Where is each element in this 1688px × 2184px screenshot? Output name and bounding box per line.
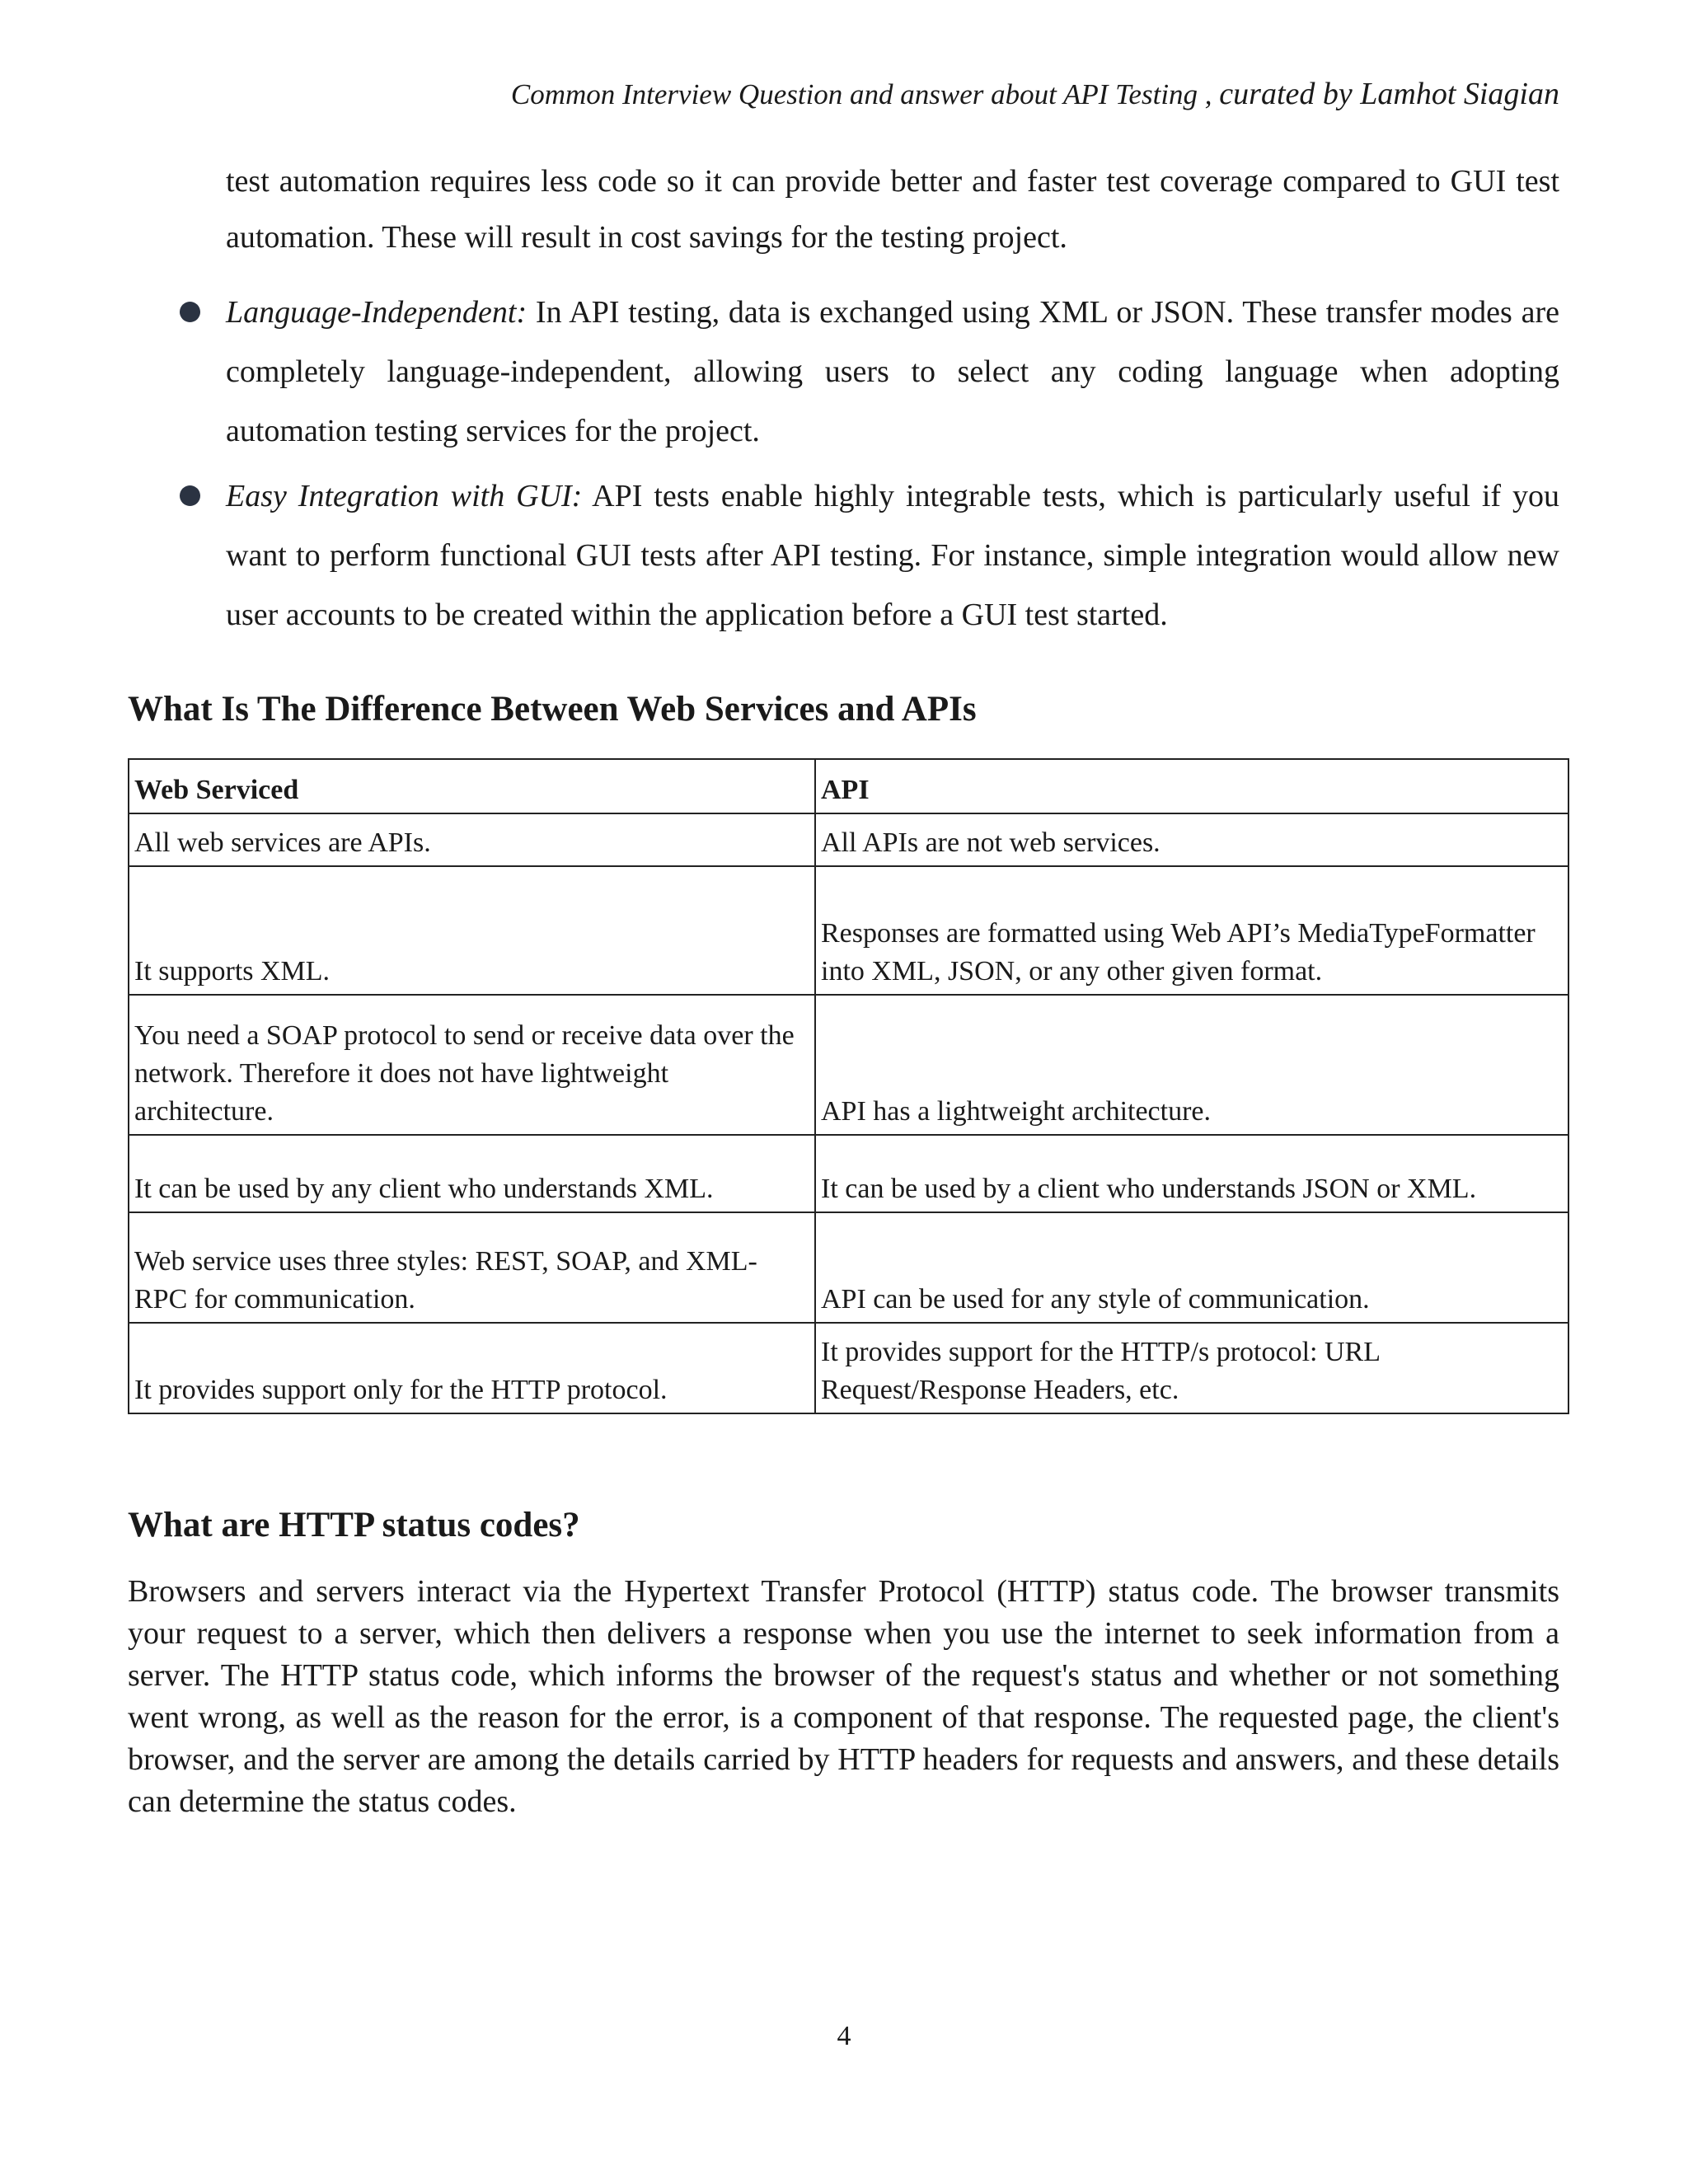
table-cell: API can be used for any style of communication. — [815, 1212, 1568, 1323]
table-row — [129, 866, 1568, 995]
table-header-row — [129, 759, 1568, 813]
table-cell: You need a SOAP protocol to send or receive data over the network. Therefore it does not have lightweight architecture. — [129, 995, 815, 1135]
table-row — [129, 995, 1568, 1135]
benefit-text: In API testing, data is exchanged using XML or JSON. These transfer modes are completely language-independent, allowing users to select any coding language when adopting automation testing services for the project. — [226, 295, 1559, 448]
table-cell: It can be used by any client who understands XML. — [129, 1135, 815, 1212]
table-cell: Web service uses three styles: REST, SOAP, and XML-RPC for communication. — [129, 1212, 815, 1323]
benefit-term: Language-Independent: — [226, 295, 528, 330]
header-byline: curated by Lamhot Siagian — [1219, 77, 1559, 111]
continuation-paragraph: test automation requires less code so it can provide better and faster test coverage compared to GUI test automation. These will result in cost savings for the testing project. — [226, 164, 1559, 255]
bullet-icon — [180, 485, 200, 506]
column-header-web-services: Web Serviced — [129, 759, 815, 813]
column-header-api: API — [815, 759, 1568, 813]
table-cell: It can be used by a client who understands JSON or XML. — [815, 1135, 1568, 1212]
header-title: Common Interview Question and answer about API Testing , — [510, 78, 1212, 110]
benefit-term: Easy Integration with GUI: — [226, 479, 583, 513]
table-cell: It provides support for the HTTP/s protocol: URL Request/Response Headers, etc. — [815, 1323, 1568, 1413]
http-status-paragraph: Browsers and servers interact via the Hypertext Transfer Protocol (HTTP) status code. The browser transmits your request to a server, which then delivers a response when you use the internet to seek information from a server. The HTTP status code, which informs the browser of the request's status and whether or not something went wrong, as well as the reason for the error, is a component of that response. The requested page, the client's browser, and the server are among the details carried by HTTP headers for requests and answers, and these details can determine the status codes. — [128, 1574, 1559, 1819]
table-cell: It supports XML. — [129, 866, 815, 995]
running-header — [511, 76, 1559, 112]
table-row — [129, 1323, 1568, 1413]
bullet-icon — [180, 302, 200, 322]
benefit-item-language-independent — [226, 283, 1559, 461]
difference-heading: What Is The Difference Between Web Services and APIs — [128, 690, 977, 729]
table-cell: It provides support only for the HTTP protocol. — [129, 1323, 815, 1413]
table-row — [129, 1135, 1568, 1212]
http-status-heading: What are HTTP status codes? — [128, 1506, 580, 1544]
benefit-text: API tests enable highly integrable tests, which is particularly useful if you want to perform functional GUI tests after API testing. For instance, simple integration would allow new user accounts to be created within the application before a GUI test started. — [226, 479, 1559, 632]
benefit-item-easy-integration — [226, 466, 1559, 644]
table-cell: API has a lightweight architecture. — [815, 995, 1568, 1135]
page-number: 4 — [837, 2021, 851, 2051]
table-cell: All APIs are not web services. — [815, 813, 1568, 866]
table-cell: All web services are APIs. — [129, 813, 815, 866]
table-cell: Responses are formatted using Web API’s MediaTypeFormatter into XML, JSON, or any other given format. — [815, 866, 1568, 995]
table-row — [129, 813, 1568, 866]
comparison-table — [128, 758, 1569, 1414]
table-row — [129, 1212, 1568, 1323]
